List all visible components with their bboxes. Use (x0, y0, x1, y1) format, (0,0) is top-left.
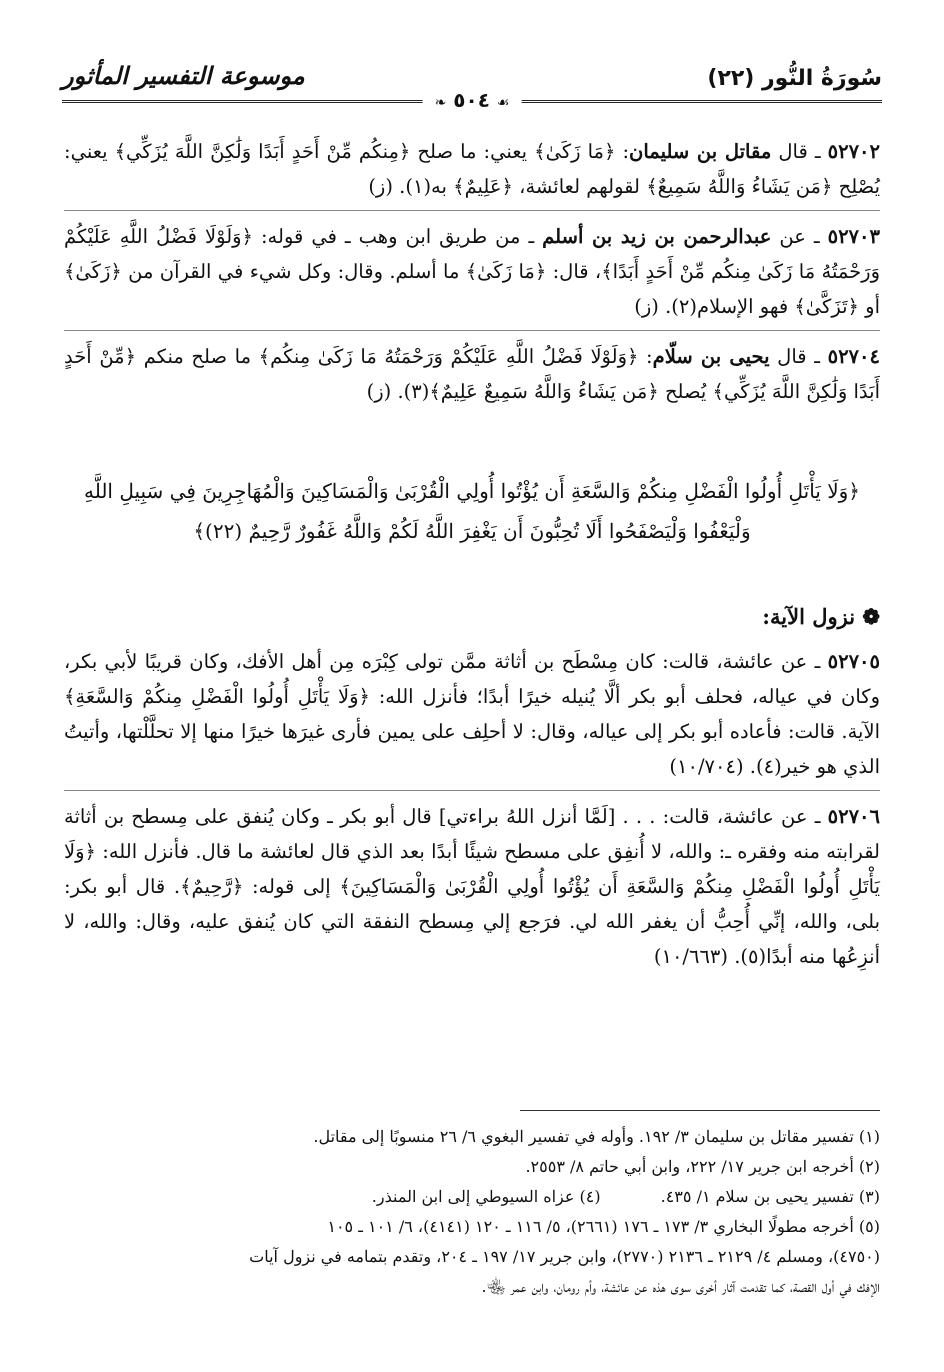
narration-52703 (64, 219, 880, 324)
main-text (64, 134, 880, 978)
ornament-icon: ☙ (496, 95, 510, 111)
separator (64, 330, 880, 331)
narration-number: ٥٢٧٠٥ (827, 650, 880, 673)
narrator-name: مقاتل بن سليمان (629, 140, 772, 163)
narration-number: ٥٢٧٠٣ (827, 225, 880, 248)
narration-52704 (64, 339, 880, 409)
quran-verse (64, 471, 880, 551)
footnote-5-line-1: (٥) أخرجه مطولًا البخاري ٣/ ١٧٣ ـ ١٧٦ (٢٦٦١)، ٥/ ١١٦ ـ ١٢٠ (٤١٤١)، ٦/ ١٠١ ـ ١٠٥ (327, 1217, 880, 1236)
surah-title: سُورَةُ النُّور (٢٢) (707, 66, 882, 91)
narration-text: : ﴿وَلَوْلَا فَضْلُ اللَّهِ عَلَيْكُمْ وَرَحْمَتُهُ مَا زَكَىٰ مِنكُم﴾ ما صلح منكم ﴿مِّنْ أَحَدٍ أَبَدًا وَلَٰكِنَّ اللَّهَ يُزَكِّي﴾ يُصلح ﴿مَن يَشَاءُ وَاللَّهُ سَمِيعٌ عَلِيمٌ﴾(٣). (ز) (64, 345, 880, 403)
narration-text: ـ عن عائشة، قالت: . . . [لَمَّا أنزل اللهُ براءتي] قال أبو بكر ـ وكان يُنفق على مِسطح بن أثاثة لقرابته منه وفقره ـ: والله، لا أُنفِق على مسطح شيئًا أبدًا بعد الذي قال لعائشة ما قال. فأنزل الله: ﴿وَلَا يَأْتَلِ أُولُوا الْفَضْلِ مِنكُمْ وَالسَّعَةِ أَن يُؤْتُوا أُولِي الْقُرْبَىٰ وَالْمَسَاكِينَ﴾ إلى قوله: ﴿رَّحِيمٌ﴾. قال أبو بكر: بلى، والله، إنِّي أُحِبُّ أن يغفر الله لي. فرَجع إلي مِسطح النفقة التي كان يُنفق عليه، وقال: والله، لا أنزِعُها منه أبدًا(٥). (١٠/٦٦٣) (64, 805, 880, 968)
footnote-pair (64, 1182, 880, 1212)
narration-52702 (64, 134, 880, 204)
footnote-5-line-2: (٤٧٥٠)، ومسلم ٤/ ٢١٢٩ ـ ٢١٣٦ (٢٧٧٠)، وابن جرير ١٧/ ١٩٧ ـ ٢٠٤، وتقدم بتمامه في نزول آيات (249, 1247, 880, 1266)
narration-lead: ـ قال (769, 345, 828, 368)
narration-52706 (64, 799, 880, 974)
narrator-name: يحيى بن سلّام (652, 345, 770, 368)
narration-lead: ـ عن (771, 225, 828, 248)
footnote-5-line-3: الإفك في أول القصة، كما تقدمت آثار أخرى سوى هذه عن عائشة، وأم رومان، وابن عمر ﵄. (481, 1277, 880, 1296)
verse-line-1: ﴿وَلَا يَأْتَلِ أُولُوا الْفَضْلِ مِنكُمْ وَالسَّعَةِ أَن يُؤْتُوا أُولِي الْقُرْبَىٰ وَالْمَسَاكِينَ وَالْمُهَاجِرِينَ فِي سَبِيلِ اللَّهِ (83, 479, 860, 503)
footnote-rule (520, 1110, 880, 1111)
page-header (62, 62, 882, 112)
footnote-2: (٢) أخرجه ابن جرير ١٧/ ٢٢٢، وابن أبي حاتم ٨/ ٢٥٥٣. (525, 1157, 880, 1176)
narration-text: : ﴿مَا زَكَىٰ﴾ يعني: ما صلح ﴿مِنكُم مِّنْ أَحَدٍ أَبَدًا وَلَٰكِنَّ اللَّهَ يُزَكِّي﴾ يعني: يُصْلِح ﴿مَن يَشَاءُ وَاللَّهُ سَمِيعٌ﴾ لقولهم لعائشة، ﴿عَلِيمٌ﴾ به(١). (ز) (64, 140, 880, 198)
narrator-name: عبدالرحمن بن زيد بن أسلم (542, 225, 772, 248)
section-title: ❁ نزول الآية: (762, 604, 880, 629)
narration-number: ٥٢٧٠٤ (827, 345, 880, 368)
narration-number: ٥٢٧٠٢ (827, 140, 880, 163)
footnote-4: (٤) عزاه السيوطي إلى ابن المنذر. (371, 1187, 601, 1206)
ornament-icon: ❧ (434, 95, 447, 111)
footnote-1: (١) تفسير مقاتل بن سليمان ٣/ ١٩٢. وأوله في تفسير البغوي ٦/ ٢٦ منسوبًا إلى مقاتل. (313, 1127, 880, 1146)
narration-lead: ـ قال (771, 140, 828, 163)
separator (64, 210, 880, 211)
book-title: موسوعة التفسير المأثور (62, 62, 305, 90)
page-number: ٥٠٤ (453, 88, 490, 112)
verse-line-2: وَلْيَعْفُوا وَلْيَصْفَحُوا أَلَا تُحِبُّونَ أَن يَغْفِرَ اللَّهُ لَكُمْ وَاللَّهُ غَفُورٌ رَّحِيمٌ (٢٢)﴾ (193, 519, 751, 543)
page-number-box (423, 88, 522, 112)
footnote-3: (٣) تفسير يحيى بن سلام ١/ ٤٣٥. (660, 1187, 880, 1206)
narration-52705 (64, 644, 880, 784)
separator (64, 790, 880, 791)
narration-number: ٥٢٧٠٦ (827, 805, 880, 828)
narration-text: ـ عن عائشة، قالت: كان مِسْطَح بن أثاثة ممَّن تولى كِبْرَه مِن أهل الأفك، وكان قريبًا لأبي بكر، وكان في عياله، فحلف أبو بكر ألَّا يُنيله خيرًا أبدًا؛ فأنزل الله: ﴿وَلَا يَأْتَلِ أُولُوا الْفَضْلِ مِنكُمْ وَالسَّعَةِ﴾ الآية. قالت: فأعاده أبو بكر إلى عياله، وقال: لا أحلِف على يمين فأرى غيرَها خيرًا منها إلا تحلَّلْتها، وأتيتُ الذي هو خير(٤). (١٠/٧٠٤) (64, 650, 880, 778)
narration-text: ـ من طريق ابن وهب ـ في قوله: ﴿وَلَوْلَا فَضْلُ اللَّهِ عَلَيْكُمْ وَرَحْمَتُهُ مَا زَكَىٰ مِنكُم مِّنْ أَحَدٍ أَبَدًا﴾، قال: ﴿مَا زَكَىٰ﴾ ما أسلم. وقال: وكل شيء في القرآن من ﴿زَكَىٰ﴾ أو ﴿تَزَكَّىٰ﴾ فهو الإسلام(٢). (ز) (64, 225, 880, 318)
footnotes (64, 1122, 880, 1302)
